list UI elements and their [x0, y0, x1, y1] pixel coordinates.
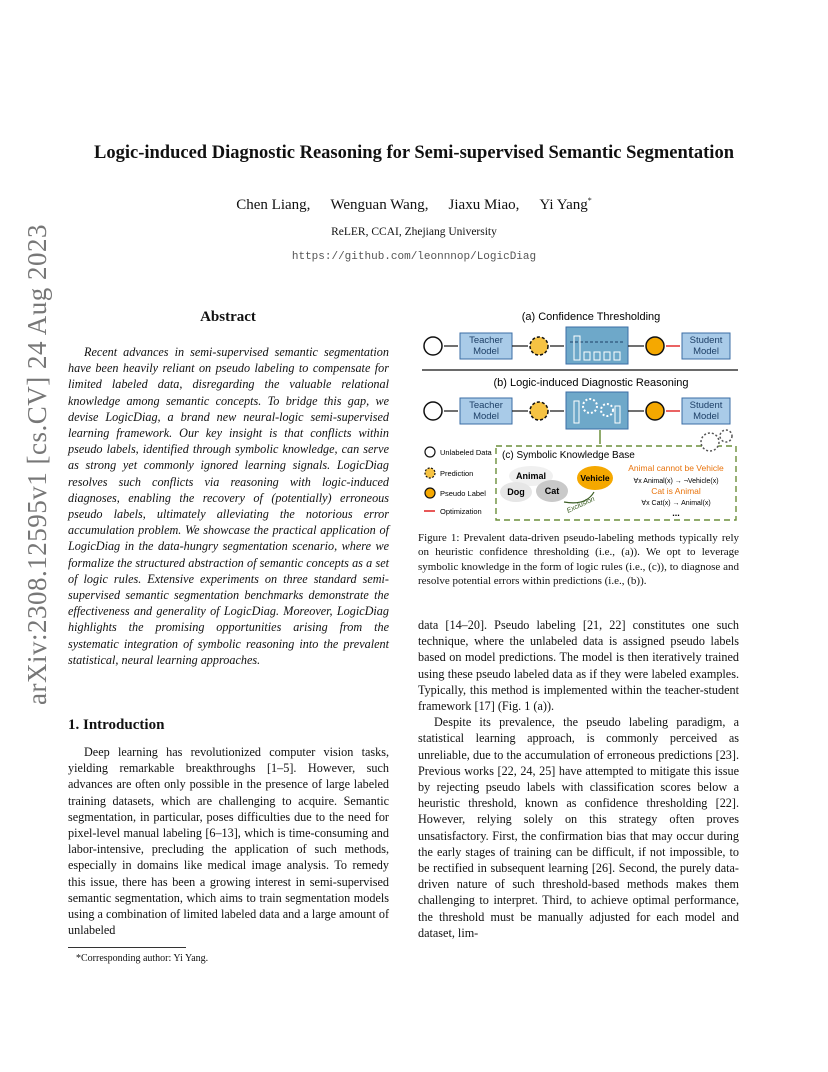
figure-title-a: (a) Confidence Thresholding: [521, 311, 661, 323]
figure-1-caption: Figure 1: Prevalent data-driven pseudo-labeling methods typically rely on heuristic confidence thresholding (i.e., (a)). We opt to leverage symbolic knowledge in the form of logic rules (i.e., (c)), to diagnose and resolve potential errors within predictions (i.e., (b)).: [418, 532, 739, 587]
student-label-line2: Model: [693, 411, 719, 422]
teacher-label-line2: Model: [473, 411, 499, 422]
pseudo-label-icon: [646, 402, 664, 420]
teacher-label-line1: Teacher: [469, 335, 503, 346]
legend-pseudo-icon: [425, 488, 435, 498]
arxiv-sidebar-label: arXiv:2308.12595v1 [cs.CV] 24 Aug 2023: [22, 224, 52, 705]
intro-right-column: [418, 617, 739, 941]
paper-title: Logic-induced Diagnostic Reasoning for Semi-supervised Semantic Segmentation: [94, 143, 734, 163]
rule-1-text: Animal cannot be Vehicle: [628, 463, 724, 473]
footnote: *Corresponding author: Yi Yang.: [76, 953, 209, 964]
unlabeled-data-icon: [424, 402, 442, 420]
legend-unlabeled: Unlabeled Data: [440, 448, 492, 457]
prediction-icon: [530, 402, 548, 420]
gear-icon: [701, 433, 719, 451]
intro-left-column: [68, 744, 389, 938]
author-2: Wenguan Wang,: [330, 197, 429, 213]
node-animal-label: Animal: [515, 471, 547, 481]
legend-pseudo-label: Pseudo Label: [440, 489, 486, 498]
intro-paragraph-2: data [14–20]. Pseudo labeling [21, 22] constitutes one such technique, where the unlabeled data is assigned pseudo labels based on model predictions. The model is then iteratively trained using these pseudo labeled data as if they were labeled examples. Typically, this method is implemented within the teacher-student framework [17] (Fig. 1 (a)).: [418, 618, 739, 714]
legend-unlabeled-icon: [425, 447, 435, 457]
threshold-panel: [566, 327, 628, 364]
rule-2-formula: ∀x Cat(x) → Animal(x): [641, 500, 711, 507]
student-label-line2: Model: [693, 346, 719, 357]
figure-title-c: (c) Symbolic Knowledge Base: [502, 450, 635, 461]
student-label-line1: Student: [689, 400, 723, 411]
teacher-label-line2: Model: [473, 346, 499, 357]
unlabeled-data-icon: [424, 337, 442, 355]
legend-prediction-icon: [425, 468, 435, 478]
intro-paragraph-1: Deep learning has revolutionized computer vision tasks, yielding remarkable breakthroughs [1–5]. However, such advances are often only possible in the presence of large labeled training datasets, which are challenging to acquire. Semantic segmentation, in particular, poses difficulties due to the need for pixel-level manual labeling [6–13], which is time-consuming and labor-intensive, precluding the application of such methods, especially in domains like medical image analysis. To remedy this issue, there has been a growing interest in semi-supervised semantic segmentation, which aims to train segmentation models using a combination of limited labeled data and a large amount of unlabeled: [68, 745, 389, 938]
rule-ellipsis: ...: [672, 508, 680, 518]
affiliation: ReLER, CCAI, Zhejiang University: [331, 226, 497, 238]
author-1: Chen Liang,: [236, 197, 311, 213]
intro-paragraph-3: Despite its prevalence, the pseudo labeling paradigm, a statistical learning approach, is commonly perceived as unreliable, due to the accumulation of erroneous predictions [23]. Previous works [22, 24, 25] have attempted to mitigate this issue by rejecting pseudo labels with classification scores below a heuristic threshold, known as confidence thresholding [22]. However, relying solely on this strategy often proves unsatisfactory. First, the confirmation bias that may occur during the early stages of training can be difficult, if not impossible, to be rectified in subsequent learning [26]. Second, the purely data-driven nature of such threshold-based methods makes them challenging to interpret. Third, to achieve optimal performance, the threshold must be manually adjusted for each model and dataset, lim-: [418, 715, 739, 940]
exclusion-label: Exclusion: [565, 495, 597, 515]
legend-prediction: Prediction: [440, 469, 474, 478]
figure-title-b: (b) Logic-induced Diagnostic Reasoning: [493, 377, 689, 389]
node-cat-label: Cat: [544, 486, 560, 496]
section-heading-introduction: 1. Introduction: [68, 717, 165, 733]
student-label-line1: Student: [689, 335, 723, 346]
abstract-heading: Abstract: [200, 309, 256, 325]
teacher-label-line1: Teacher: [469, 400, 503, 411]
legend-optimization: Optimization: [440, 507, 482, 516]
author-4: Yi Yang*: [539, 196, 592, 213]
author-list: [0, 196, 828, 214]
footnote-rule: [68, 947, 186, 948]
pseudo-label-icon: [646, 337, 664, 355]
node-vehicle-label: Vehicle: [580, 473, 610, 483]
prediction-icon: [530, 337, 548, 355]
node-dog-label: Dog: [507, 487, 525, 497]
code-url-link[interactable]: https://github.com/leonnnop/LogicDiag: [291, 251, 537, 263]
author-3: Jiaxu Miao,: [448, 197, 520, 213]
rule-1-formula: ∀x Animal(x) → ¬Vehicle(x): [633, 478, 719, 485]
figure-1: [418, 306, 748, 528]
gear-icon: [720, 430, 732, 442]
rule-2-text: Cat is Animal: [651, 486, 701, 496]
abstract-text: Recent advances in semi-supervised semantic segmentation have been heavily reliant on pseudo labeling to compensate for limited labeled data, disregarding the valuable relational knowledge among semantic concepts. To bridge this gap, we devise LogicDiag, a brand new neural-logic semi-supervised learning framework. Our key insight is that conflicts within pseudo labels, identified through symbolic knowledge, can serve as strong yet commonly ignored learning signals. LogicDiag resolves such conflicts via reasoning with logic-induced diagnoses, enabling the recovery of (potentially) erroneous pseudo labels, ultimately alleviating the notorious error accumulation problem. We showcase the practical application of LogicDiag in the data-hungry segmentation scenario, where we formalize the structured abstraction of semantic concepts as a set of logic rules. Extensive experiments on three standard semi-supervised semantic segmentation benchmarks demonstrate the effectiveness and generality of LogicDiag. Moreover, LogicDiag highlights the promising opportunities arising from the systematic integration of symbolic reasoning into the prevalent statistical, neural learning approaches.: [68, 345, 389, 667]
